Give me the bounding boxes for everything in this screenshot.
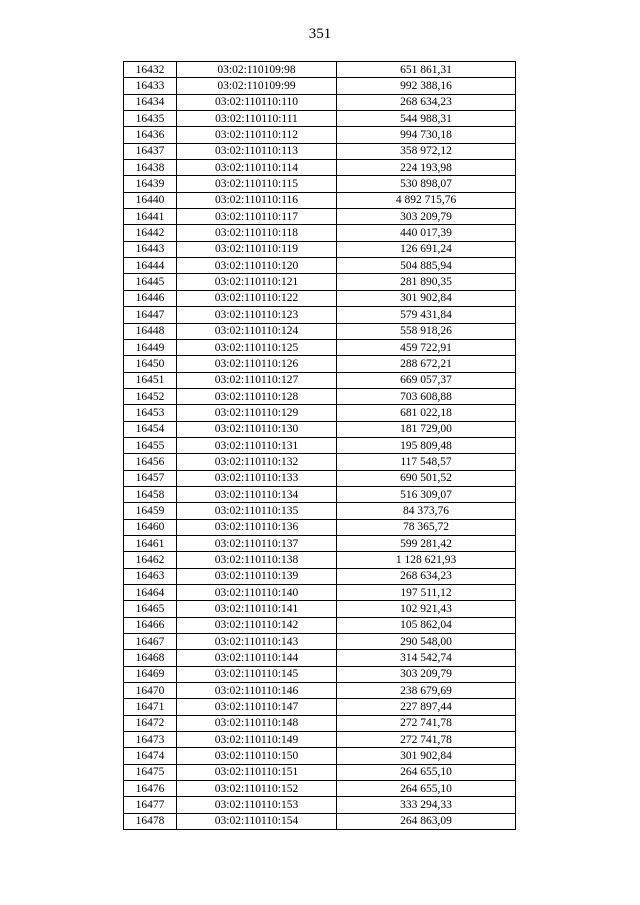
table-row	[124, 699, 516, 715]
cadastral-number-cell: 03:02:110110:111	[177, 111, 337, 127]
cadastral-number-cell: 03:02:110110:137	[177, 535, 337, 551]
cadastral-number-cell: 03:02:110110:123	[177, 307, 337, 323]
row-number-cell: 16453	[124, 405, 177, 421]
table-row	[124, 290, 516, 306]
value-cell: 690 501,52	[337, 470, 516, 486]
row-number-cell: 16450	[124, 356, 177, 372]
table-row	[124, 421, 516, 437]
cadastral-number-cell: 03:02:110110:116	[177, 192, 337, 208]
value-cell: 264 863,09	[337, 813, 516, 829]
cadastral-number-cell: 03:02:110110:149	[177, 732, 337, 748]
row-number-cell: 16466	[124, 617, 177, 633]
value-cell: 459 722,91	[337, 339, 516, 355]
table-row	[124, 339, 516, 355]
table-row	[124, 176, 516, 192]
value-cell: 703 608,88	[337, 388, 516, 404]
table-row	[124, 192, 516, 208]
row-number-cell: 16459	[124, 503, 177, 519]
value-cell: 994 730,18	[337, 127, 516, 143]
cadastral-number-cell: 03:02:110110:132	[177, 454, 337, 470]
table-row	[124, 62, 516, 78]
value-cell: 195 809,48	[337, 437, 516, 453]
cadastral-number-cell: 03:02:110110:112	[177, 127, 337, 143]
value-cell: 181 729,00	[337, 421, 516, 437]
value-cell: 530 898,07	[337, 176, 516, 192]
value-cell: 314 542,74	[337, 650, 516, 666]
cadastral-number-cell: 03:02:110110:151	[177, 764, 337, 780]
row-number-cell: 16440	[124, 192, 177, 208]
value-cell: 651 861,31	[337, 62, 516, 78]
cadastral-number-cell: 03:02:110110:148	[177, 715, 337, 731]
cadastral-number-cell: 03:02:110110:144	[177, 650, 337, 666]
value-cell: 290 548,00	[337, 634, 516, 650]
table-row	[124, 307, 516, 323]
value-cell: 227 897,44	[337, 699, 516, 715]
value-cell: 544 988,31	[337, 111, 516, 127]
table-row	[124, 748, 516, 764]
cadastral-number-cell: 03:02:110110:129	[177, 405, 337, 421]
table-row	[124, 437, 516, 453]
cadastral-number-cell: 03:02:110110:110	[177, 94, 337, 110]
cadastral-number-cell: 03:02:110110:131	[177, 437, 337, 453]
table-row	[124, 372, 516, 388]
table-row	[124, 813, 516, 829]
row-number-cell: 16473	[124, 732, 177, 748]
value-cell: 681 022,18	[337, 405, 516, 421]
table-row	[124, 160, 516, 176]
row-number-cell: 16443	[124, 241, 177, 257]
row-number-cell: 16462	[124, 552, 177, 568]
row-number-cell: 16437	[124, 143, 177, 159]
row-number-cell: 16449	[124, 339, 177, 355]
value-cell: 78 365,72	[337, 519, 516, 535]
value-cell: 224 193,98	[337, 160, 516, 176]
cadastral-number-cell: 03:02:110110:128	[177, 388, 337, 404]
row-number-cell: 16439	[124, 176, 177, 192]
cadastral-number-cell: 03:02:110110:118	[177, 225, 337, 241]
value-cell: 126 691,24	[337, 241, 516, 257]
value-cell: 301 902,84	[337, 748, 516, 764]
row-number-cell: 16468	[124, 650, 177, 666]
table-row	[124, 143, 516, 159]
cadastral-number-cell: 03:02:110110:145	[177, 666, 337, 682]
row-number-cell: 16441	[124, 209, 177, 225]
row-number-cell: 16476	[124, 781, 177, 797]
table-row	[124, 764, 516, 780]
cadastral-number-cell: 03:02:110110:139	[177, 568, 337, 584]
cadastral-number-cell: 03:02:110110:136	[177, 519, 337, 535]
cadastral-number-cell: 03:02:110110:113	[177, 143, 337, 159]
table-row	[124, 568, 516, 584]
row-number-cell: 16446	[124, 290, 177, 306]
table-row	[124, 519, 516, 535]
cadastral-number-cell: 03:02:110110:147	[177, 699, 337, 715]
cadastral-number-cell: 03:02:110109:98	[177, 62, 337, 78]
row-number-cell: 16458	[124, 486, 177, 502]
value-cell: 238 679,69	[337, 683, 516, 699]
cadastral-number-cell: 03:02:110110:133	[177, 470, 337, 486]
table-row	[124, 715, 516, 731]
value-cell: 440 017,39	[337, 225, 516, 241]
table-row	[124, 209, 516, 225]
value-cell: 117 548,57	[337, 454, 516, 470]
table-row	[124, 405, 516, 421]
value-cell: 599 281,42	[337, 535, 516, 551]
row-number-cell: 16470	[124, 683, 177, 699]
value-cell: 992 388,16	[337, 78, 516, 94]
cadastral-number-cell: 03:02:110110:142	[177, 617, 337, 633]
value-cell: 303 209,79	[337, 666, 516, 682]
cadastral-number-cell: 03:02:110110:141	[177, 601, 337, 617]
value-cell: 288 672,21	[337, 356, 516, 372]
table-row	[124, 127, 516, 143]
table-row	[124, 388, 516, 404]
value-cell: 669 057,37	[337, 372, 516, 388]
row-number-cell: 16432	[124, 62, 177, 78]
value-cell: 333 294,33	[337, 797, 516, 813]
table-row	[124, 650, 516, 666]
value-cell: 105 862,04	[337, 617, 516, 633]
table-row	[124, 797, 516, 813]
table-row	[124, 470, 516, 486]
value-cell: 504 885,94	[337, 258, 516, 274]
table-row	[124, 323, 516, 339]
registry-table	[123, 61, 516, 830]
cadastral-number-cell: 03:02:110110:115	[177, 176, 337, 192]
cadastral-number-cell: 03:02:110110:114	[177, 160, 337, 176]
cadastral-number-cell: 03:02:110110:121	[177, 274, 337, 290]
table-row	[124, 666, 516, 682]
row-number-cell: 16444	[124, 258, 177, 274]
row-number-cell: 16445	[124, 274, 177, 290]
cadastral-number-cell: 03:02:110110:140	[177, 585, 337, 601]
value-cell: 358 972,12	[337, 143, 516, 159]
cadastral-number-cell: 03:02:110110:125	[177, 339, 337, 355]
cadastral-number-cell: 03:02:110110:120	[177, 258, 337, 274]
value-cell: 303 209,79	[337, 209, 516, 225]
table-row	[124, 732, 516, 748]
row-number-cell: 16472	[124, 715, 177, 731]
cadastral-number-cell: 03:02:110110:122	[177, 290, 337, 306]
cadastral-number-cell: 03:02:110110:143	[177, 634, 337, 650]
row-number-cell: 16447	[124, 307, 177, 323]
row-number-cell: 16463	[124, 568, 177, 584]
row-number-cell: 16478	[124, 813, 177, 829]
cadastral-number-cell: 03:02:110110:117	[177, 209, 337, 225]
row-number-cell: 16455	[124, 437, 177, 453]
row-number-cell: 16434	[124, 94, 177, 110]
page-number: 351	[308, 26, 332, 42]
row-number-cell: 16442	[124, 225, 177, 241]
table-row	[124, 78, 516, 94]
table-row	[124, 781, 516, 797]
table-row	[124, 356, 516, 372]
table-row	[124, 617, 516, 633]
table-row	[124, 111, 516, 127]
cadastral-number-cell: 03:02:110110:153	[177, 797, 337, 813]
table-row	[124, 601, 516, 617]
value-cell: 558 918,26	[337, 323, 516, 339]
row-number-cell: 16456	[124, 454, 177, 470]
row-number-cell: 16454	[124, 421, 177, 437]
value-cell: 268 634,23	[337, 568, 516, 584]
cadastral-number-cell: 03:02:110110:130	[177, 421, 337, 437]
cadastral-number-cell: 03:02:110110:138	[177, 552, 337, 568]
value-cell: 272 741,78	[337, 732, 516, 748]
row-number-cell: 16452	[124, 388, 177, 404]
value-cell: 272 741,78	[337, 715, 516, 731]
cadastral-number-cell: 03:02:110110:135	[177, 503, 337, 519]
value-cell: 264 655,10	[337, 764, 516, 780]
cadastral-number-cell: 03:02:110110:152	[177, 781, 337, 797]
table-row	[124, 486, 516, 502]
row-number-cell: 16461	[124, 535, 177, 551]
cadastral-number-cell: 03:02:110110:146	[177, 683, 337, 699]
cadastral-number-cell: 03:02:110110:127	[177, 372, 337, 388]
row-number-cell: 16464	[124, 585, 177, 601]
value-cell: 281 890,35	[337, 274, 516, 290]
table-row	[124, 454, 516, 470]
row-number-cell: 16435	[124, 111, 177, 127]
value-cell: 268 634,23	[337, 94, 516, 110]
row-number-cell: 16451	[124, 372, 177, 388]
table-row	[124, 585, 516, 601]
row-number-cell: 16469	[124, 666, 177, 682]
value-cell: 301 902,84	[337, 290, 516, 306]
cadastral-number-cell: 03:02:110110:119	[177, 241, 337, 257]
row-number-cell: 16433	[124, 78, 177, 94]
row-number-cell: 16467	[124, 634, 177, 650]
cadastral-number-cell: 03:02:110110:124	[177, 323, 337, 339]
row-number-cell: 16471	[124, 699, 177, 715]
table-row	[124, 503, 516, 519]
table-row	[124, 258, 516, 274]
row-number-cell: 16460	[124, 519, 177, 535]
registry-table-body	[124, 62, 516, 830]
cadastral-number-cell: 03:02:110110:154	[177, 813, 337, 829]
cadastral-number-cell: 03:02:110110:126	[177, 356, 337, 372]
row-number-cell: 16438	[124, 160, 177, 176]
cadastral-number-cell: 03:02:110110:150	[177, 748, 337, 764]
row-number-cell: 16457	[124, 470, 177, 486]
row-number-cell: 16474	[124, 748, 177, 764]
row-number-cell: 16477	[124, 797, 177, 813]
value-cell: 4 892 715,76	[337, 192, 516, 208]
row-number-cell: 16436	[124, 127, 177, 143]
table-row	[124, 274, 516, 290]
value-cell: 84 373,76	[337, 503, 516, 519]
cadastral-number-cell: 03:02:110109:99	[177, 78, 337, 94]
row-number-cell: 16465	[124, 601, 177, 617]
value-cell: 264 655,10	[337, 781, 516, 797]
table-row	[124, 552, 516, 568]
cadastral-number-cell: 03:02:110110:134	[177, 486, 337, 502]
table-row	[124, 634, 516, 650]
row-number-cell: 16448	[124, 323, 177, 339]
value-cell: 197 511,12	[337, 585, 516, 601]
table-row	[124, 683, 516, 699]
value-cell: 579 431,84	[337, 307, 516, 323]
table-row	[124, 225, 516, 241]
value-cell: 102 921,43	[337, 601, 516, 617]
row-number-cell: 16475	[124, 764, 177, 780]
table-row	[124, 94, 516, 110]
value-cell: 1 128 621,93	[337, 552, 516, 568]
table-row	[124, 535, 516, 551]
value-cell: 516 309,07	[337, 486, 516, 502]
table-row	[124, 241, 516, 257]
